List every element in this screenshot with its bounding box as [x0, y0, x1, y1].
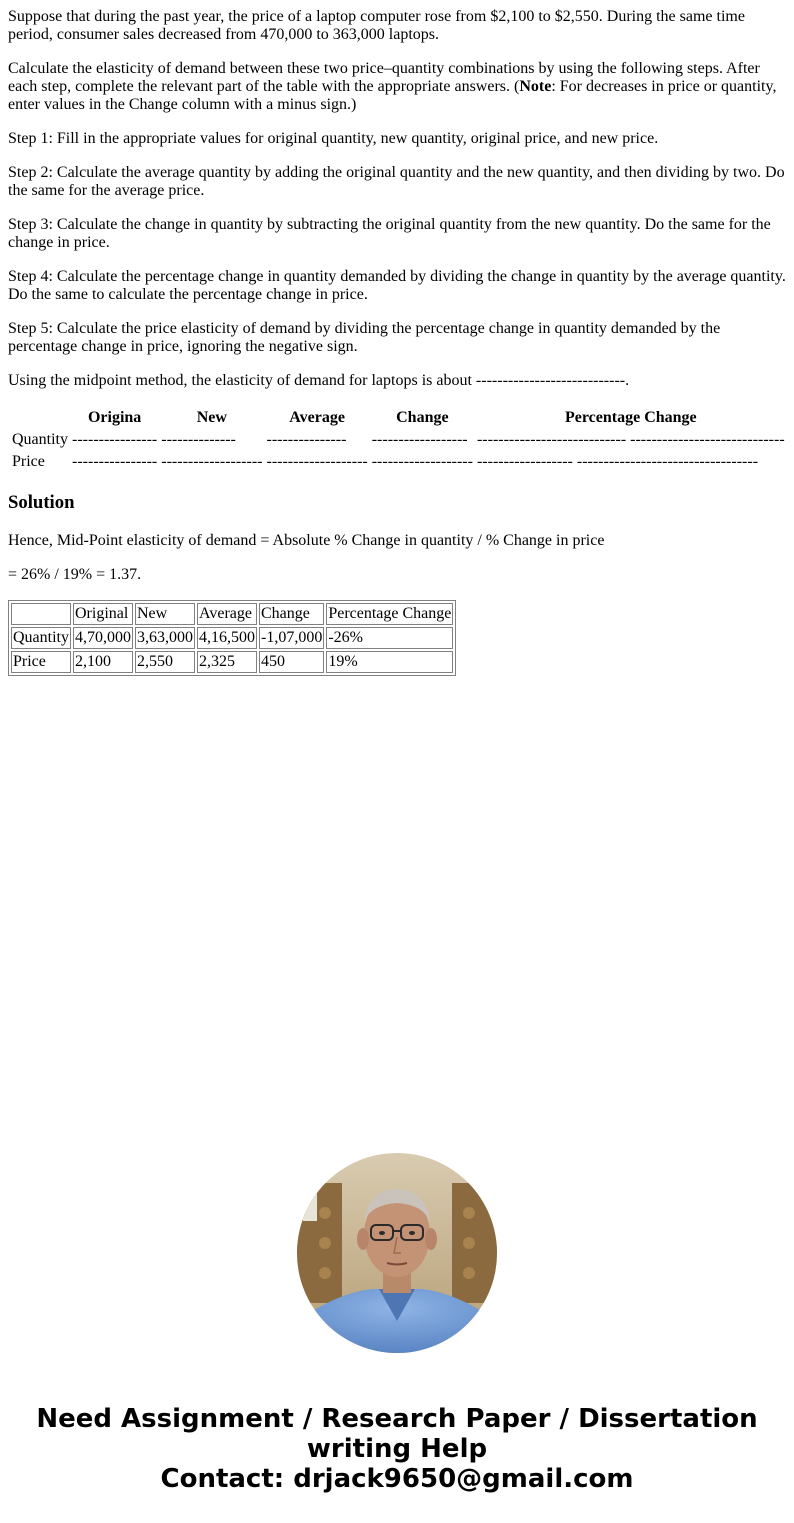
table-cell: 2,100 [73, 651, 133, 673]
header-cell: Origina [87, 409, 142, 426]
footer-line: Need Assignment / Research Paper / Dissertation [36, 1404, 758, 1434]
row-label: Quantity [12, 431, 68, 448]
footer-contact: Contact: drjack9650@gmail.com [160, 1464, 634, 1494]
footer-line: writing Help [306, 1434, 488, 1464]
table-header-row [11, 603, 453, 625]
header-cell: New [135, 603, 195, 625]
step-1: Step 1: Fill in the appropriate values for original quantity, new quantity, original price, and new price. [8, 130, 659, 147]
table-cell: ------------------- [266, 453, 368, 470]
header-cell: Average [197, 603, 257, 625]
footer-banner [0, 1404, 794, 1494]
row-label: Price [11, 651, 71, 673]
row-label: Quantity [11, 627, 71, 649]
table-cell: 4,70,000 [73, 627, 133, 649]
instruction-text: Calculate the elasticity of demand between these two price–quantity combinations by using the following steps. After each step, complete the relevant part of the table with the appropriate answers. ( [8, 60, 760, 95]
table-cell: ------------------- [161, 453, 263, 470]
table-cell: 19% [326, 651, 453, 673]
question-instruction [8, 60, 786, 114]
table-row [11, 452, 786, 472]
table-cell: -------------- [161, 431, 236, 448]
table-cell: ---------------- [72, 431, 158, 448]
table-cell: ------------------ ---------------------------------- [476, 453, 759, 470]
header-cell: Change [396, 409, 449, 426]
header-cell: Percentage Change [326, 603, 453, 625]
row-label: Price [12, 453, 45, 470]
table-cell: 2,325 [197, 651, 257, 673]
question-table [9, 406, 788, 474]
table-cell: ---------------- [72, 453, 158, 470]
avatar [297, 1153, 497, 1353]
step-2: Step 2: Calculate the average quantity by adding the original quantity and the new quantity, and then dividing by two. Do the same for the average price. [8, 164, 785, 199]
table-cell: 3,63,000 [135, 627, 195, 649]
table-cell: 2,550 [135, 651, 195, 673]
header-cell [11, 603, 71, 625]
step-5: Step 5: Calculate the price elasticity of demand by dividing the percentage change in quantity demanded by the percentage change in price, ignoring the negative sign. [8, 320, 721, 355]
table-cell: 4,16,500 [197, 627, 257, 649]
table-row [11, 430, 786, 450]
table-cell: -26% [326, 627, 453, 649]
table-cell: 450 [259, 651, 324, 673]
note-text: : For decreases in price or quantity, enter values in the Change column with a minus sign.) [8, 78, 777, 113]
solution-formula: Hence, Mid-Point elasticity of demand = Absolute % Change in quantity / % Change in price [8, 532, 605, 549]
header-cell [11, 408, 69, 428]
table-cell: -1,07,000 [259, 627, 324, 649]
header-cell: Original [73, 603, 133, 625]
question-conclusion: Using the midpoint method, the elasticity of demand for laptops is about ----------------------------. [8, 372, 630, 389]
solution-heading: Solution [8, 492, 75, 513]
header-cell: Average [289, 409, 345, 426]
header-cell: New [196, 409, 227, 426]
header-cell: Change [259, 603, 324, 625]
table-row [11, 651, 453, 673]
solution-table [8, 600, 456, 676]
question-intro: Suppose that during the past year, the price of a laptop computer rose from $2,100 to $2,550. During the same time period, consumer sales decreased from 470,000 to 363,000 laptops. [8, 8, 745, 43]
step-3: Step 3: Calculate the change in quantity by subtracting the original quantity from the new quantity. Do the same for the change in price. [8, 216, 771, 251]
document-body [0, 0, 794, 676]
table-cell: --------------- [266, 431, 347, 448]
table-row [11, 627, 453, 649]
table-cell: ---------------------------- ----------------------------- [476, 431, 785, 448]
table-cell: ------------------- [371, 453, 473, 470]
table-header-row [11, 408, 786, 428]
avatar-portrait [297, 1153, 497, 1353]
solution-result: = 26% / 19% = 1.37. [8, 566, 142, 583]
step-4: Step 4: Calculate the percentage change in quantity demanded by dividing the change in quantity by the average quantity. Do the same to calculate the percentage change in price. [8, 268, 786, 303]
table-cell: ------------------ [371, 431, 468, 448]
header-cell: Percentage Change [564, 409, 697, 426]
note-label: Note [519, 78, 552, 95]
